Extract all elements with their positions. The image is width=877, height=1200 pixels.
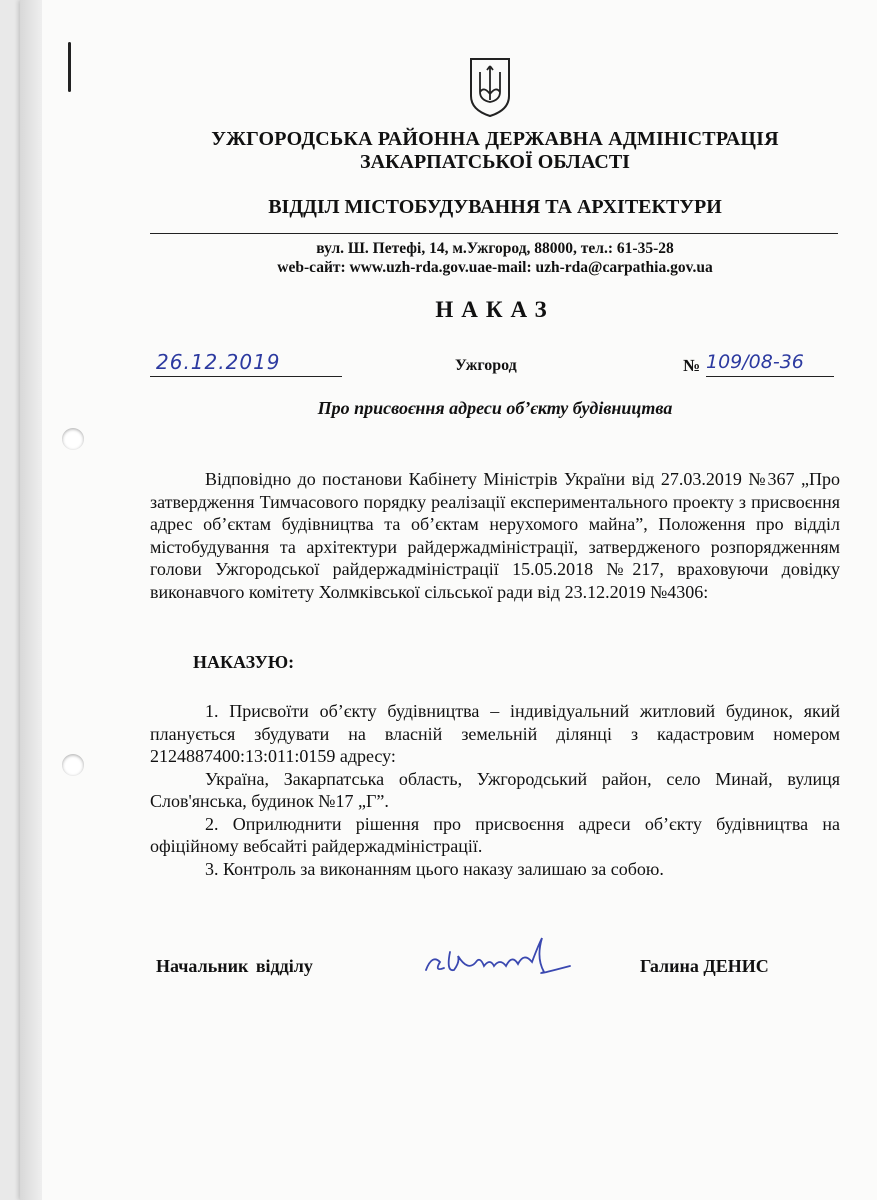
order-directive: НАКАЗУЮ: bbox=[193, 652, 295, 672]
signer-position: Начальник відділу bbox=[156, 956, 313, 976]
organization-name: УЖГОРОДСЬКА РАЙОННА ДЕРЖАВНА АДМІНІСТРАЦІЯ bbox=[211, 128, 779, 150]
order-items bbox=[150, 700, 840, 880]
handwritten-signature bbox=[420, 932, 590, 982]
preamble-paragraph: Відповідно до постанови Кабінету Міністрів України від 27.03.2019 №367 „Про затвердження Тимчасового порядку реалізації експериментального проекту з присвоєння адрес об’єктам будівництва та об’єктам нерухомого майна”, Положення про відділ містобудування та архітектури райдержадміністрації, затвердженого розпорядженням голови Ужгородської райдержадміністрації 15.05.2018 №217, враховуючи довідку виконавчого комітету Холмківської сільської ради від 23.12.2019 №4306: bbox=[150, 469, 840, 602]
coat-of-arms-icon bbox=[468, 56, 512, 118]
order-number: 109/08-36 bbox=[706, 351, 804, 373]
number-underline bbox=[706, 376, 834, 377]
date-underline bbox=[150, 376, 342, 377]
punch-hole-top bbox=[62, 428, 84, 450]
order-item-3: 3. Контроль за виконанням цього наказу залишаю за собою. bbox=[205, 858, 664, 879]
header-divider bbox=[150, 233, 838, 234]
issue-city: Ужгород bbox=[455, 357, 517, 374]
order-item-2: 2. Оприлюднити рішення про присвоєння адреси об’єкту будівництва на офіційному вебсайті райдержадміністрації. bbox=[150, 813, 840, 856]
order-subject: Про присвоєння адреси об’єкту будівництва bbox=[317, 398, 673, 418]
signer-name: Галина ДЕНИС bbox=[640, 956, 769, 976]
number-label: № bbox=[683, 356, 701, 375]
web-contacts: web-сайт: www.uzh-rda.gov.uae-mail: uzh-rda@carpathia.gov.ua bbox=[277, 259, 713, 276]
order-date: 26.12.2019 bbox=[156, 350, 281, 374]
postal-address: вул. Ш. Петефі, 14, м.Ужгород, 88000, тел.: 61-35-28 bbox=[316, 240, 674, 257]
punch-hole-bottom bbox=[62, 754, 84, 776]
organization-region: ЗАКАРПАТСЬКОЇ ОБЛАСТІ bbox=[360, 151, 630, 173]
assigned-address: Україна, Закарпатська область, Ужгородський район, село Минай, вулиця Слов'янська, будинок №17 „Г”. bbox=[150, 768, 840, 811]
page-left-edge bbox=[20, 0, 42, 1200]
binder-mark bbox=[68, 42, 71, 92]
department-name: ВІДДІЛ МІСТОБУДУВАННЯ ТА АРХІТЕКТУРИ bbox=[268, 196, 722, 218]
document-title: НАКАЗ bbox=[435, 297, 555, 322]
order-item-1: 1. Присвоїти об’єкту будівництва – індивідуальний житловий будинок, який планується збудувати на власній земельній ділянці з кадастровим номером 2124887400:13:011:0159 адресу: bbox=[150, 701, 840, 766]
